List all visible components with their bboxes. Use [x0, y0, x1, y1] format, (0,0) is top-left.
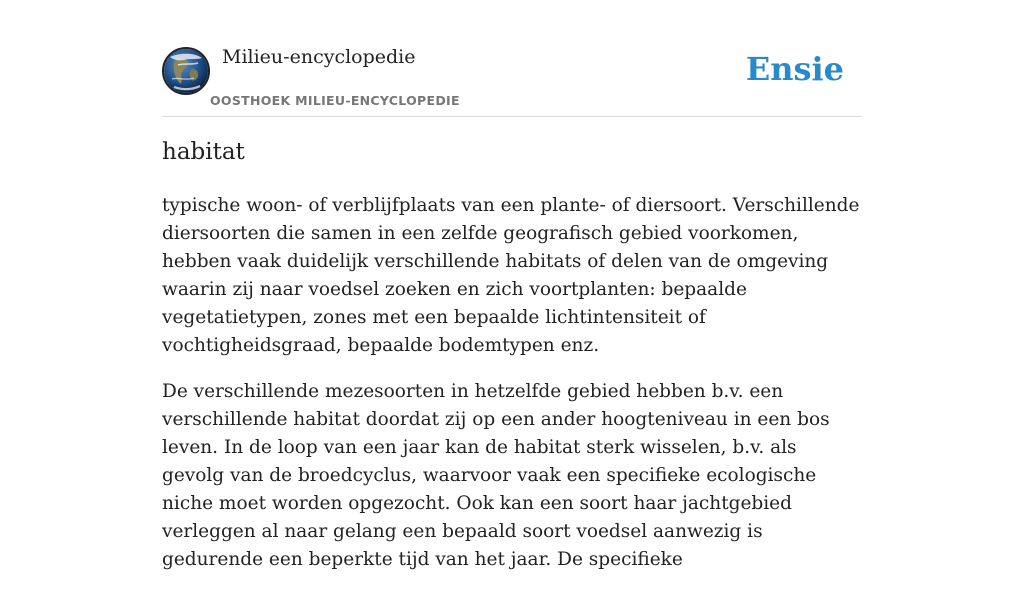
ensie-brand-logo[interactable]: Ensie — [745, 50, 844, 88]
entry-term-title: habitat — [162, 139, 245, 165]
site-header — [162, 0, 862, 117]
site-title-link[interactable]: Milieu-encyclopedie — [222, 46, 416, 68]
globe-graphic — [164, 49, 208, 93]
entry-definition — [162, 192, 862, 592]
earth-globe-icon[interactable] — [162, 47, 210, 95]
page-container — [162, 0, 862, 570]
definition-paragraph-2: De verschillende mezesoorten in hetzelfde gebied hebben b.v. een verschillende habitat doordat zij op een ander hoogteniveau in een bos leven. In de loop van een jaar kan de habitat sterk wisselen, b.v. als gevolg van de broedcyclus, waarvoor vaak een specifieke ecologische niche moet worden opgezocht. Ook kan een soort haar jachtgebied verleggen al naar gelang een bepaald soort voedsel aanwezig is gedurende een beperkte tijd van het jaar. De specifieke — [162, 381, 830, 570]
definition-paragraph-1: typische woon- of verblijfplaats van een plante- of diersoort. Verschillende diersoorten die samen in een zelfde geografisch gebied voorkomen, hebben vaak duidelijk verschillende habitats of delen van de omgeving waarin zij naar voedsel zoeken en zich voortplanten: bepaalde vegetatietypen, zones met een bepaalde lichtintensiteit of vochtigheidsgraad, bepaalde bodemtypen enz. — [162, 195, 860, 356]
site-subtitle: OOSTHOEK MILIEU-ENCYCLOPEDIE — [210, 93, 460, 108]
